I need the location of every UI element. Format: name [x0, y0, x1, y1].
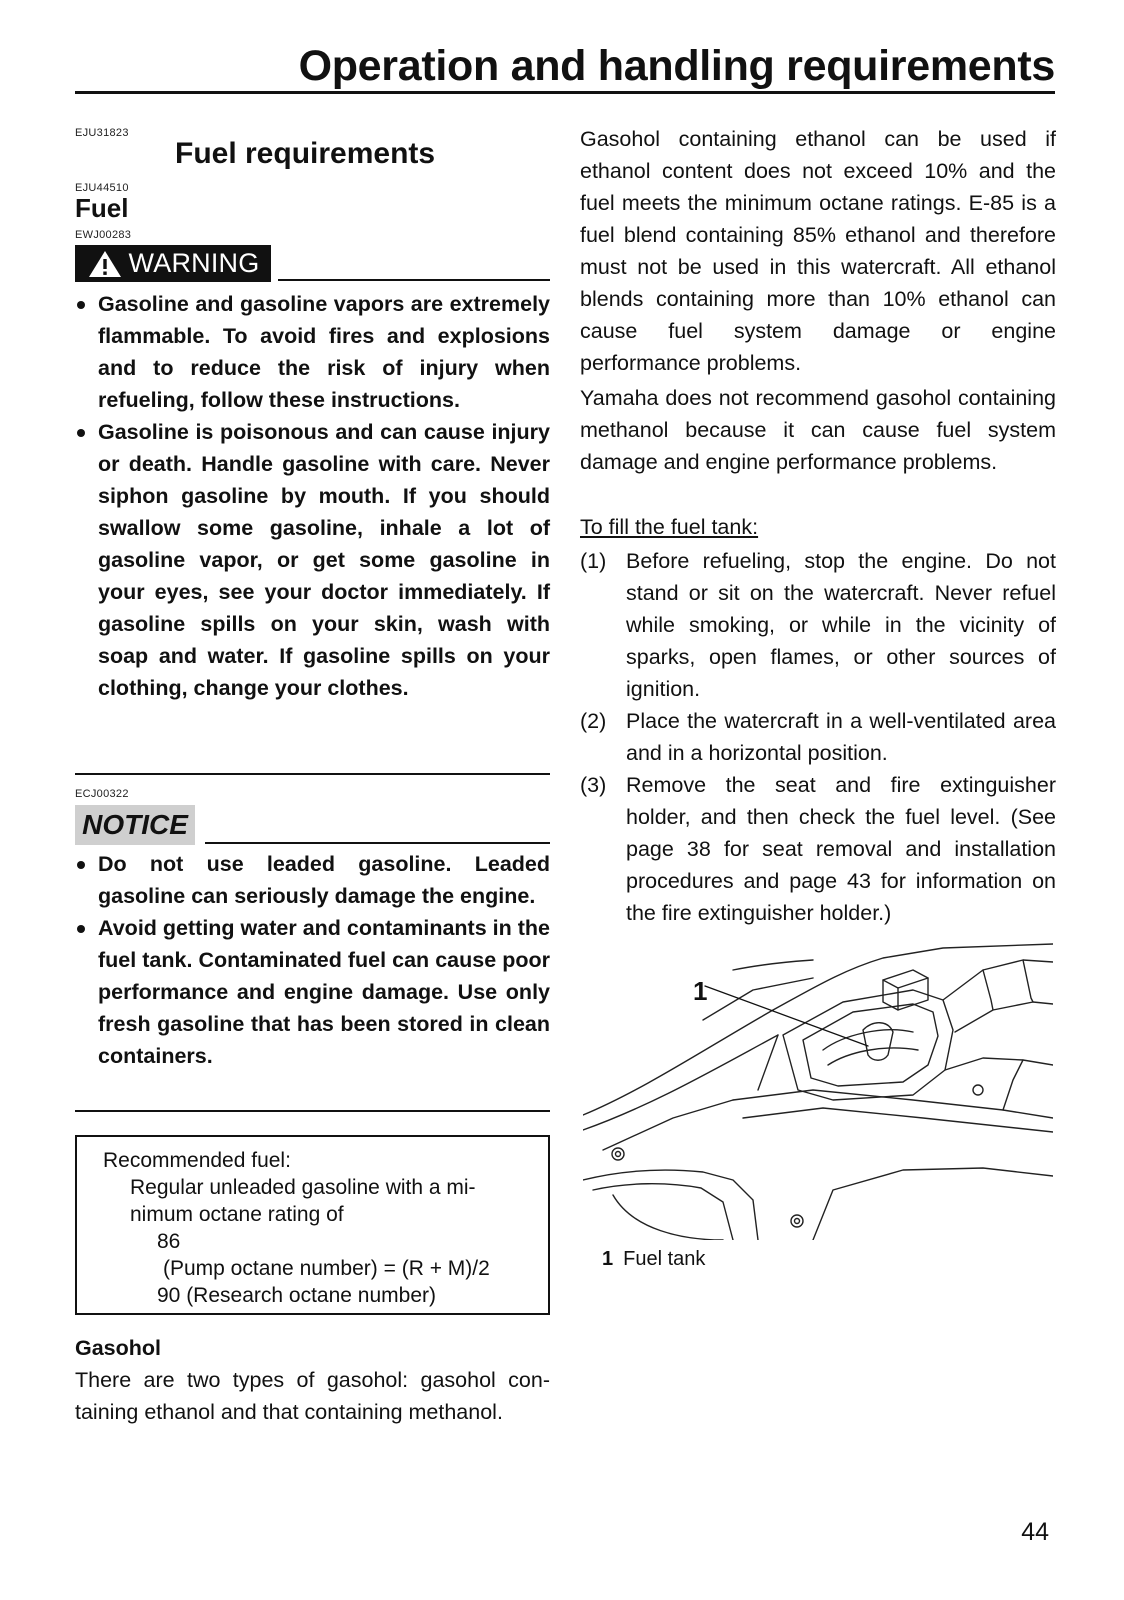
step-item	[580, 705, 1056, 769]
sub-title-fuel: Fuel	[75, 193, 129, 223]
notice-item: Do not use leaded gasoline. Leaded gasoline can seriously damage the engine.	[75, 848, 550, 912]
warning-rule	[278, 279, 550, 281]
warning-item: Gasoline and gasoline vapors are extremely flammable. To avoid fires and explosions and to reduce the risk of injury when refueling, follow these instructions.	[75, 288, 550, 416]
fuel-box-line: 90 (Research octane number)	[157, 1284, 436, 1307]
step-number: (1)	[580, 549, 607, 573]
fuel-box-line: Regular unleaded gasoline with a mi-	[130, 1176, 476, 1199]
section-title: Fuel requirements	[175, 137, 436, 170]
notice-item: Avoid getting water and contaminants in the fuel tank. Contaminated fuel can cause poor performance and engine damage. Use only fresh gasoline that has been stored in clean containers.	[75, 912, 550, 1072]
page-header	[75, 40, 1055, 94]
step-item	[580, 769, 1056, 929]
fuel-box-line: (Pump octane number) = (R + M)/2	[163, 1257, 490, 1280]
warning-label: WARNING	[128, 248, 260, 278]
gasohol-heading: Gasohol	[75, 1336, 162, 1360]
fuel-box-line: nimum octane rating of	[130, 1203, 344, 1226]
fuel-code: EJU44510	[75, 182, 129, 194]
fuel-box-heading: Recommended fuel:	[103, 1149, 291, 1172]
notice-list	[75, 848, 550, 1072]
fill-steps	[580, 545, 1056, 929]
gasohol-intro: There are two types of gasohol: gasohol containing ethanol and that containing methanol.	[75, 1368, 550, 1424]
warning-list	[75, 288, 550, 704]
step-number: (2)	[580, 709, 607, 733]
step-text: Before refueling, stop the engine. Do not stand or sit on the watercraft. Never refuel while smoking, or while in the vicinity of sparks, open flames, or other sources of ignition.	[626, 549, 1056, 701]
step-text: Place the watercraft in a well-ventilated area and in a horizontal position.	[626, 709, 1056, 765]
warning-end-rule	[75, 773, 550, 775]
fuel-box-line: 86	[157, 1230, 181, 1253]
warning-badge	[75, 245, 271, 282]
step-item	[580, 545, 1056, 705]
fuel-tank-illustration	[583, 940, 1053, 1240]
notice-badge: NOTICE	[75, 805, 195, 845]
caption-text: Fuel tank	[623, 1248, 706, 1270]
notice-end-rule	[75, 1110, 550, 1112]
notice-rule	[205, 842, 550, 844]
fill-procedure-heading: To fill the fuel tank:	[580, 515, 759, 539]
page-number: 44	[1021, 1518, 1049, 1546]
methanol-paragraph: Yamaha does not recommend gasohol containing methanol because it can cause fuel system damage and engine performance problems.	[580, 386, 1056, 474]
warning-item: Gasoline is poisonous and can cause injury or death. Handle gasoline with care. Never siphon gasoline by mouth. If you should swallow some gasoline, inhale a lot of gasoline vapor, or get some gasoline in your eyes, see your doctor immediately. If gasoline spills on your skin, wash with soap and water. If gasoline spills on your clothing, change your clothes.	[75, 416, 550, 704]
figure-caption	[602, 1248, 705, 1271]
recommended-fuel-box	[75, 1135, 550, 1315]
caption-number: 1	[602, 1248, 614, 1270]
step-number: (3)	[580, 773, 607, 797]
notice-code: ECJ00322	[75, 788, 129, 800]
page-title: Operation and handling requirements	[298, 42, 1055, 90]
section-code: EJU31823	[75, 127, 129, 139]
ethanol-paragraph: Gasohol containing ethanol can be used if ethanol content does not exceed 10% and the fuel meets the minimum octane ratings. E-85 is a fuel blend containing 85% ethanol and therefore must not be used in this watercraft. All ethanol blends containing more than 10% ethanol can cause fuel system damage or engine performance problems.	[580, 127, 1056, 375]
figure-callout-1: 1	[693, 976, 708, 1006]
step-text: Remove the seat and fire extinguisher holder, and then check the fuel level. (See page 38 for seat removal and installation procedures and page 43 for information on the fire extinguisher holder.)	[626, 773, 1056, 925]
warning-code: EWJ00283	[75, 229, 132, 241]
warning-triangle-icon	[87, 249, 123, 279]
